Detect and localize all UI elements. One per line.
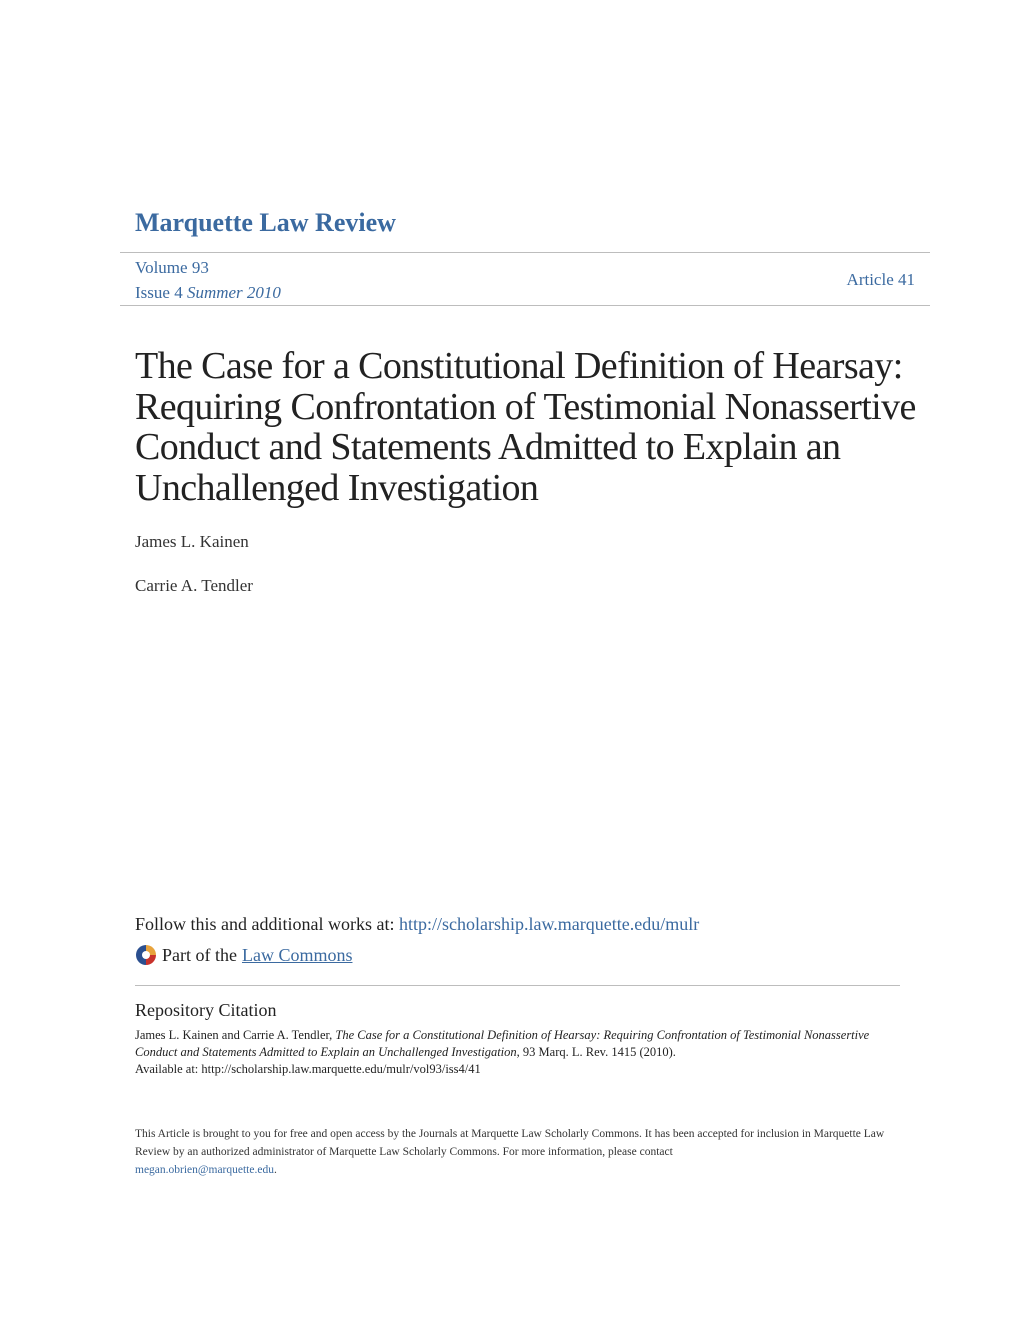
citation-available: Available at: http://scholarship.law.marquette.edu/mulr/vol93/iss4/41 [135, 1062, 481, 1076]
header-rule-bottom [120, 305, 930, 306]
author-2[interactable]: Carrie A. Tendler [135, 576, 253, 595]
repository-citation-heading: Repository Citation [135, 1000, 277, 1020]
paper-title: The Case for a Constitutional Definition of Hearsay: Requiring Confrontation of Testimonial Nonassertive Conduct and Statements Admitted to Explain an Unchallenged Investigation [135, 345, 916, 509]
notice-end: . [273, 1164, 277, 1176]
bepress-commons-icon [135, 944, 157, 966]
citation-source: , 93 Marq. L. Rev. 1415 (2010). [516, 1045, 676, 1059]
follow-line [135, 914, 699, 935]
part-of-line [135, 944, 352, 966]
citation-rule [135, 985, 900, 986]
article-number[interactable]: Article 41 [846, 270, 915, 289]
follow-prefix: Follow this and additional works at: [135, 914, 399, 934]
citation-authors: James L. Kainen and Carrie A. Tendler, [135, 1028, 336, 1042]
issue-season: Summer 2010 [186, 283, 281, 302]
journal-name[interactable]: Marquette Law Review [135, 208, 396, 237]
access-notice [135, 1125, 895, 1179]
issue-link[interactable] [135, 283, 281, 303]
collection-link[interactable]: http://scholarship.law.marquette.edu/mulr [398, 914, 700, 934]
citation-title: The Case for a Constitutional Definition of Hearsay: Requiring Confrontation of Testimonial Nonassertive Conduct and Statements Admitted to Explain an Unchallenged Investigation [135, 1028, 870, 1059]
law-commons-link[interactable]: Law Commons [241, 944, 353, 965]
citation-text [135, 1027, 895, 1078]
notice-text: This Article is brought to you for free and open access by the Journals at Marquette Law Scholarly Commons. It has been accepted for inclusion in Marquette Law Review by an authorized administrator of Marquette Law Scholarly Commons. For more information, please contact [135, 1128, 885, 1158]
part-of-prefix: Part of the [162, 944, 237, 965]
volume-link[interactable]: Volume 93 [135, 258, 209, 277]
author-1[interactable]: James L. Kainen [135, 532, 249, 551]
issue-number: Issue 4 [135, 283, 183, 302]
contact-email-link[interactable]: megan.obrien@marquette.edu [135, 1164, 274, 1176]
header-rule-top [120, 252, 930, 253]
